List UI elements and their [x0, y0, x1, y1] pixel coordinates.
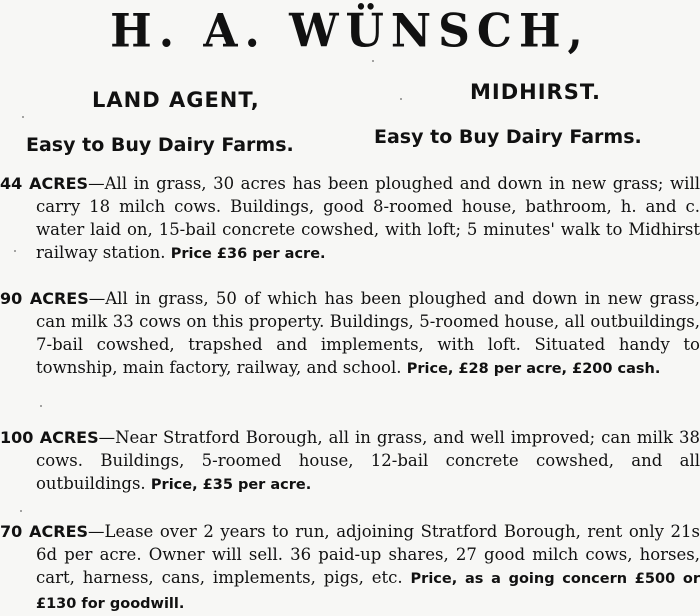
print-speck	[14, 250, 16, 252]
listing-body: —Near Stratford Borough, all in grass, and well improved; can milk 38 cows. Buildings, 5-roomed house, 12-bail concrete cowshed, and all outbuildings.	[36, 428, 700, 493]
listing-price: Price, as a going concern £500 or £130 for goodwill.	[36, 571, 700, 612]
listing-acres: 100 ACRES	[0, 428, 99, 447]
agent-name-heading: H. A. WÜNSCH,	[110, 4, 590, 59]
print-speck	[400, 98, 402, 100]
listing-44-acres	[0, 172, 700, 266]
listing-body: —All in grass, 30 acres has been ploughed and down in new grass; will carry 18 milch cows. Buildings, good 8-roomed house, bathroom, h. and c. water laid on, 15-bail concrete cowshed, with loft; 5 minutes' walk to Midhirst railway station.	[36, 174, 700, 262]
print-speck	[372, 60, 374, 62]
print-speck	[22, 116, 24, 118]
listing-acres: 44 ACRES	[0, 174, 89, 193]
listing-70-acres	[0, 520, 700, 616]
right-title: MIDHIRST.	[470, 80, 601, 104]
left-title: LAND AGENT,	[92, 88, 260, 112]
listing-acres: 70 ACRES	[0, 522, 89, 541]
print-speck	[40, 405, 42, 407]
listing-body: —All in grass, 50 of which has been ploughed and down in new grass, can milk 33 cows on this property. Buildings, 5-roomed house, all outbuildings, 7-bail cowshed, trapshed and implements, with loft. Situated handy to township, main factory, railway, and school.	[36, 289, 700, 377]
listing-price: Price, £35 per acre.	[150, 477, 312, 493]
listing-price: Price, £28 per acre, £200 cash.	[406, 361, 661, 377]
left-tagline: Easy to Buy Dairy Farms.	[26, 134, 294, 156]
listing-100-acres	[0, 426, 700, 497]
print-speck	[20, 510, 22, 512]
listing-price: Price £36 per acre.	[170, 246, 326, 262]
listing-body: —Lease over 2 years to run, adjoining Stratford Borough, rent only 21s 6d per acre. Owner will sell. 36 paid-up shares, 27 good milch cows, horses, cart, harness, cans, implements, pigs, etc.	[36, 522, 700, 587]
listing-acres: 90 ACRES	[0, 289, 89, 308]
listing-90-acres	[0, 287, 700, 381]
right-tagline: Easy to Buy Dairy Farms.	[374, 126, 642, 148]
